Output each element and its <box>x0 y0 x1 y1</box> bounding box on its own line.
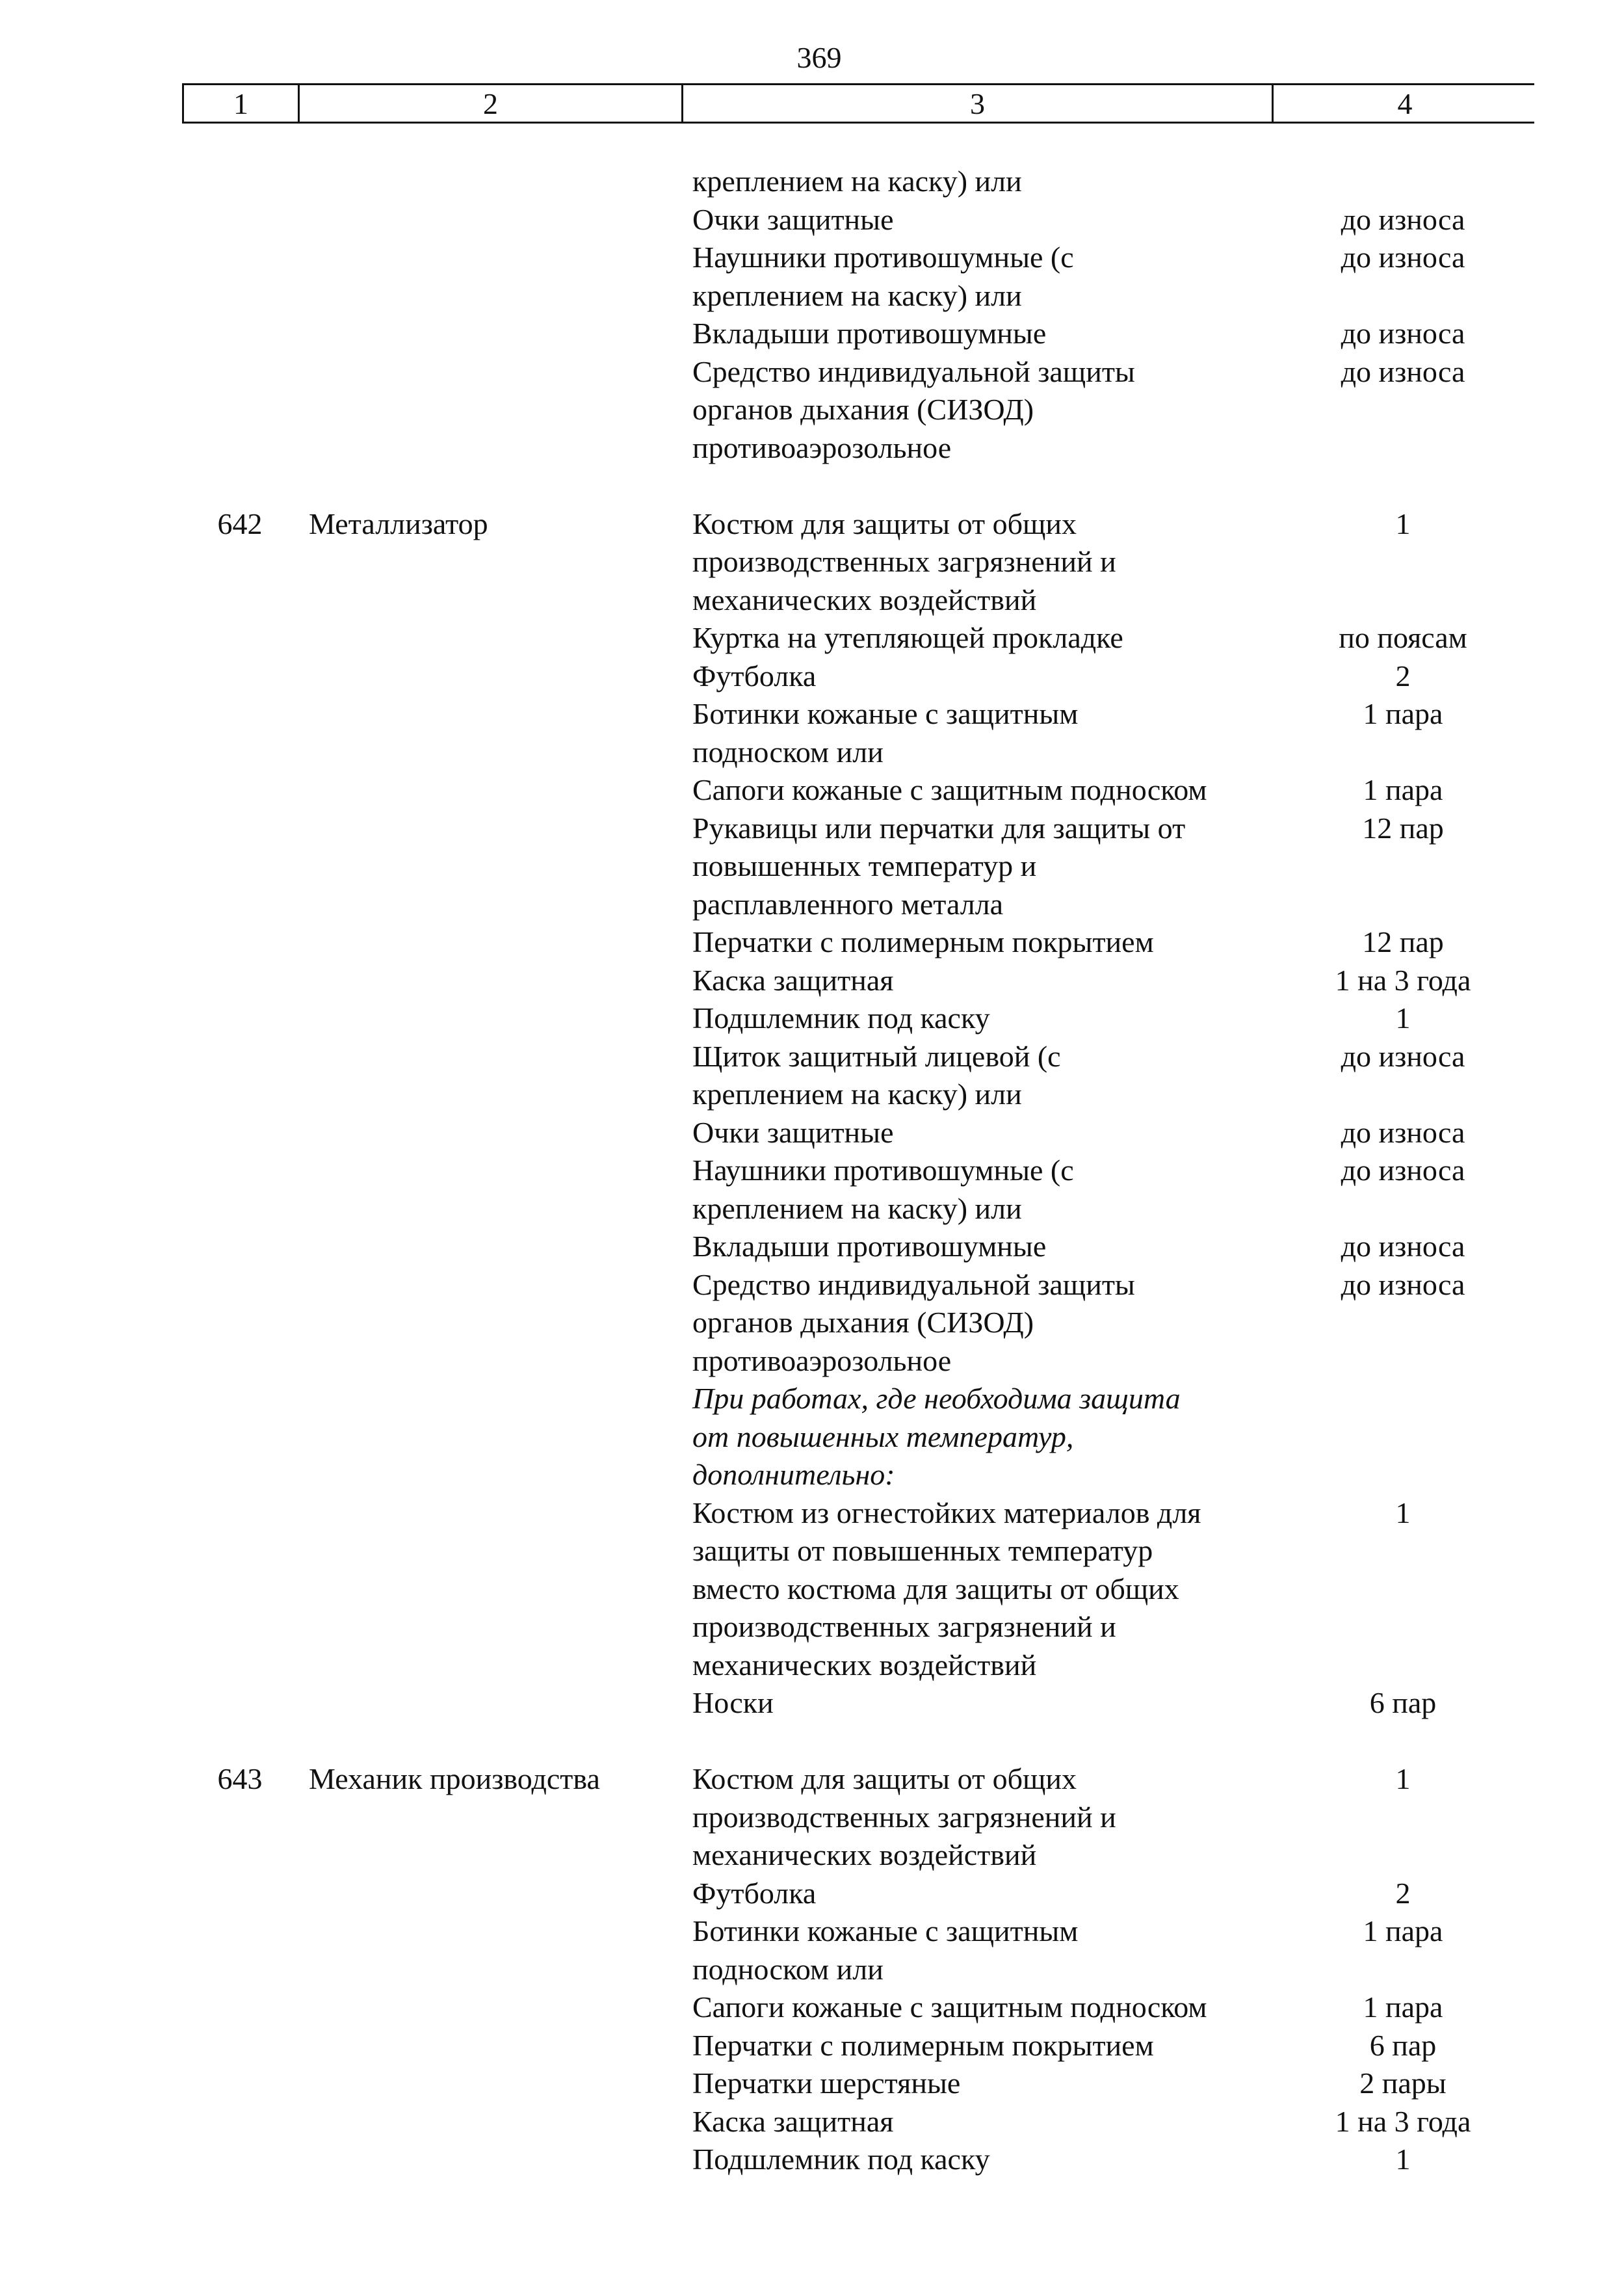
ppe-item: Ботинки кожаные с защитным <box>692 1914 1079 1947</box>
ppe-item: Костюм для защиты от общих <box>692 1762 1077 1795</box>
issue-norm: до износа <box>1341 1115 1465 1149</box>
ppe-item: Каска защитная <box>692 963 894 997</box>
ppe-item: Ботинки кожаные с защитным <box>692 697 1079 730</box>
issue-norm: до износа <box>1341 317 1465 350</box>
table-row <box>182 923 1534 962</box>
table-row <box>182 1570 1534 1609</box>
table-row <box>182 1951 1534 1989</box>
table-row <box>182 1038 1534 1076</box>
issue-norm: 1 пара <box>1363 1990 1443 2024</box>
header-col-4: 4 <box>1397 86 1413 120</box>
table-row <box>182 353 1534 391</box>
table-row <box>182 619 1534 657</box>
ppe-item: Сапоги кожаные с защитным подноском <box>692 773 1207 806</box>
ppe-item: Наушники противошумные (с <box>692 1154 1074 1187</box>
table-row <box>182 1532 1534 1570</box>
ppe-item: Наушники противошумные (с <box>692 241 1074 274</box>
ppe-item: Перчатки с полимерным покрытием <box>692 2028 1154 2062</box>
ppe-item: повышенных температур и <box>692 849 1037 882</box>
issue-norm: до износа <box>1341 1230 1465 1263</box>
ppe-item: Каска защитная <box>692 2104 894 2138</box>
table-row <box>182 810 1534 848</box>
issue-norm: 1 <box>1395 1762 1411 1795</box>
issue-norm: по поясам <box>1339 621 1467 654</box>
ppe-item: креплением на каску) или <box>692 165 1022 198</box>
ppe-item: Подшлемник под каску <box>692 1001 990 1035</box>
table-row <box>182 2065 1534 2103</box>
table-row <box>182 1228 1534 1266</box>
table-row <box>182 1114 1534 1152</box>
header-col-3: 3 <box>683 85 1274 122</box>
row-number: 643 <box>217 1762 263 1795</box>
table-row <box>182 1875 1534 1913</box>
table-row <box>182 1684 1534 1722</box>
ppe-item: Вкладыши противошумные <box>692 317 1047 350</box>
issue-norm: 1 пара <box>1363 1914 1443 1947</box>
table-row <box>182 733 1534 772</box>
table-row <box>182 1075 1534 1114</box>
table-row <box>182 1646 1534 1685</box>
row-number: 642 <box>217 507 263 540</box>
ppe-item: Очки защитные <box>692 202 894 236</box>
ppe-item: Средство индивидуальной защиты <box>692 354 1135 388</box>
table-row <box>182 505 1534 544</box>
issue-norm: 1 пара <box>1363 697 1443 730</box>
ppe-item: дополнительно: <box>692 1458 895 1491</box>
issue-norm: до износа <box>1341 354 1465 388</box>
table-row <box>182 543 1534 581</box>
table-row <box>182 847 1534 886</box>
ppe-item: Подшлемник под каску <box>692 2143 990 2176</box>
table-row <box>182 695 1534 733</box>
profession-name: Механик производства <box>309 1762 600 1795</box>
table-row <box>182 1608 1534 1646</box>
issue-norm: 2 пары <box>1359 2066 1447 2100</box>
ppe-item: Носки <box>692 1686 774 1719</box>
ppe-item: механических воздействий <box>692 1648 1037 1682</box>
ppe-item: подноском или <box>692 1952 884 1986</box>
ppe-item: органов дыхания (СИЗОД) <box>692 393 1034 426</box>
table-row <box>182 1380 1534 1418</box>
issue-norm: до износа <box>1341 1154 1465 1187</box>
table-row <box>182 1342 1534 1380</box>
table-row <box>182 429 1534 468</box>
table-row <box>182 1266 1534 1304</box>
table-row <box>182 1190 1534 1228</box>
table-row <box>182 2103 1534 2141</box>
ppe-item: Сапоги кожаные с защитным подноском <box>692 1990 1207 2024</box>
row-gap <box>182 1722 1534 1761</box>
table-row <box>182 999 1534 1038</box>
ppe-item: Футболка <box>692 659 817 693</box>
issue-norm: 2 <box>1395 659 1411 693</box>
ppe-item: вместо костюма для защиты от общих <box>692 1572 1179 1605</box>
issue-norm: 1 <box>1395 1001 1411 1035</box>
ppe-item: При работах, где необходима защита <box>692 1382 1181 1415</box>
table-row <box>182 962 1534 1000</box>
table-row <box>182 277 1534 315</box>
issue-norm: 6 пар <box>1369 1686 1437 1719</box>
ppe-item: Вкладыши противошумные <box>692 1230 1047 1263</box>
ppe-item: производственных загрязнений и <box>692 1800 1116 1834</box>
table-row <box>182 163 1534 201</box>
ppe-item: Очки защитные <box>692 1115 894 1149</box>
table-row <box>182 581 1534 620</box>
ppe-item: противоаэрозольное <box>692 1343 952 1377</box>
table-row <box>182 2141 1534 2179</box>
table-row <box>182 1760 1534 1799</box>
table-row <box>182 315 1534 353</box>
ppe-item: Костюм для защиты от общих <box>692 507 1077 540</box>
ppe-item: расплавленного металла <box>692 887 1004 921</box>
table-row <box>182 239 1534 277</box>
ppe-item: Куртка на утепляющей прокладке <box>692 621 1123 654</box>
header-col-2: 2 <box>300 85 683 122</box>
ppe-item: от повышенных температур, <box>692 1419 1074 1453</box>
table-row <box>182 1836 1534 1875</box>
table-row <box>182 886 1534 924</box>
ppe-item: производственных загрязнений и <box>692 545 1116 578</box>
ppe-item: креплением на каску) или <box>692 278 1022 312</box>
ppe-item: Перчатки с полимерным покрытием <box>692 925 1154 958</box>
ppe-item: Перчатки шерстяные <box>692 2066 961 2100</box>
table-row <box>182 391 1534 429</box>
issue-norm: 2 <box>1395 1876 1411 1910</box>
ppe-item: креплением на каску) или <box>692 1191 1022 1225</box>
ppe-item: производственных загрязнений и <box>692 1610 1116 1643</box>
ppe-item: Костюм из огнестойких материалов для <box>692 1496 1201 1529</box>
ppe-item: подноском или <box>692 735 884 769</box>
table-body <box>182 163 1534 2179</box>
issue-norm: до износа <box>1341 1039 1465 1073</box>
ppe-item: Рукавицы или перчатки для защиты от <box>692 811 1186 845</box>
table-row <box>182 657 1534 696</box>
issue-norm: 12 пар <box>1362 811 1444 845</box>
table-row <box>182 1494 1534 1533</box>
issue-norm: до износа <box>1341 1267 1465 1301</box>
table-row <box>182 771 1534 810</box>
issue-norm: 1 пара <box>1363 773 1443 806</box>
ppe-item: механических воздействий <box>692 583 1037 616</box>
table-row <box>182 1152 1534 1190</box>
table-row <box>182 1912 1534 1951</box>
issue-norm: 1 <box>1395 2143 1411 2176</box>
issue-norm: 1 <box>1395 1496 1411 1529</box>
issue-norm: 1 <box>1395 507 1411 540</box>
issue-norm: 6 пар <box>1369 2028 1437 2062</box>
ppe-item: Щиток защитный лицевой (с <box>692 1039 1061 1073</box>
table-row <box>182 2027 1534 2065</box>
ppe-item: креплением на каску) или <box>692 1077 1022 1111</box>
issue-norm: 1 на 3 года <box>1335 2104 1471 2138</box>
table-row <box>182 1456 1534 1494</box>
table-row <box>182 201 1534 239</box>
row-gap <box>182 467 1534 505</box>
ppe-item: защиты от повышенных температур <box>692 1534 1153 1567</box>
profession-name: Металлизатор <box>309 507 488 540</box>
ppe-item: Средство индивидуальной защиты <box>692 1267 1135 1301</box>
issue-norm: 12 пар <box>1362 925 1444 958</box>
table-row <box>182 1988 1534 2027</box>
issue-norm: до износа <box>1341 202 1465 236</box>
table-row <box>182 1418 1534 1457</box>
table-header <box>182 83 1534 124</box>
page-number: 369 <box>796 41 842 74</box>
issue-norm: до износа <box>1341 241 1465 274</box>
ppe-item: органов дыхания (СИЗОД) <box>692 1306 1034 1339</box>
header-col-1: 1 <box>184 85 300 122</box>
ppe-item: Футболка <box>692 1876 817 1910</box>
ppe-item: механических воздействий <box>692 1838 1037 1871</box>
table-row <box>182 1304 1534 1342</box>
ppe-item: противоаэрозольное <box>692 430 952 464</box>
issue-norm: 1 на 3 года <box>1335 963 1471 997</box>
table-row <box>182 1799 1534 1837</box>
